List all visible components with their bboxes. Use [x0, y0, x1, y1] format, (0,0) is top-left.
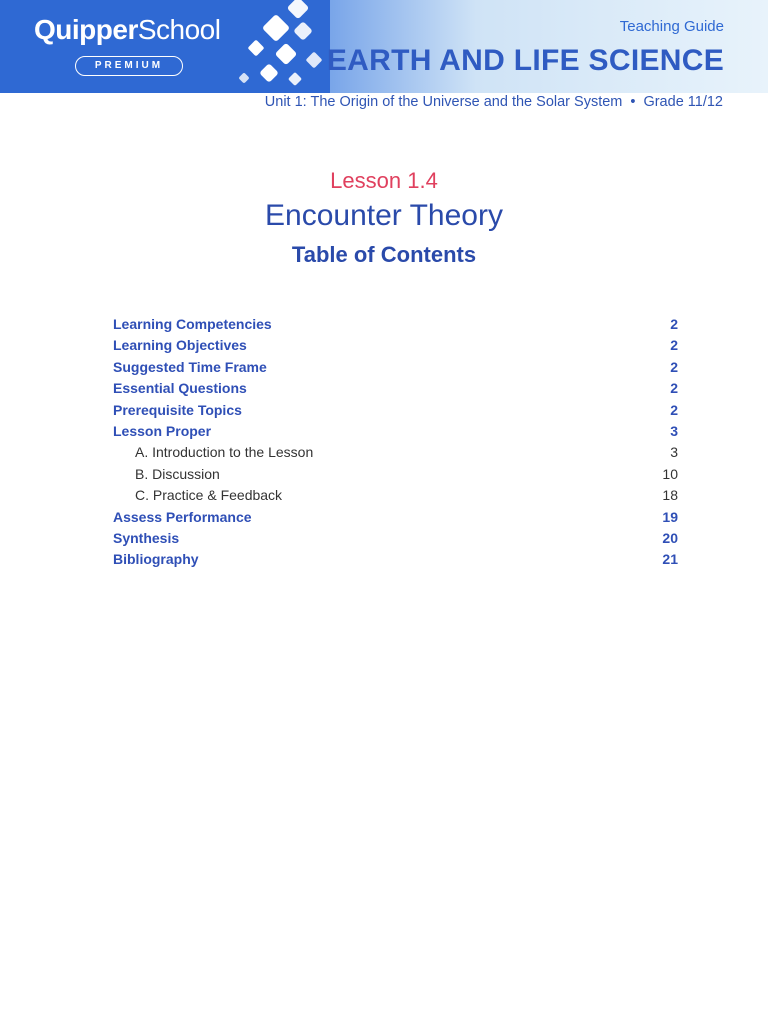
unit-name: Unit 1: The Origin of the Universe and the Solar System — [264, 94, 623, 110]
toc-entry[interactable] — [113, 421, 678, 442]
toc-entry[interactable] — [113, 314, 678, 335]
toc-entry-page: 2 — [670, 316, 678, 332]
toc-entry[interactable] — [113, 507, 678, 528]
diamond-pattern-icon — [232, 0, 332, 93]
toc-entry-page: 18 — [662, 487, 678, 504]
toc-entry-label: Learning Objectives — [113, 337, 247, 354]
toc-entry[interactable] — [113, 528, 678, 549]
brand-name-bold: Quipper — [34, 14, 138, 45]
toc-entry-page: 3 — [670, 444, 678, 461]
brand-name-regular: School — [137, 14, 221, 45]
toc-entry-page: 21 — [662, 551, 678, 568]
quipper-school-logo — [34, 14, 220, 46]
toc-entry-page: 10 — [662, 465, 678, 482]
toc-entry-page: 3 — [670, 422, 678, 439]
toc-entry-label: Learning Competencies — [113, 316, 272, 332]
separator-dot: • — [630, 94, 636, 110]
toc-entry[interactable] — [113, 464, 678, 485]
toc-entry-label: Essential Questions — [113, 380, 247, 397]
toc-entry-label: Prerequisite Topics — [113, 401, 242, 418]
toc-entry[interactable] — [113, 335, 678, 356]
toc-entry-label: Lesson Proper — [113, 422, 212, 439]
subject-title: EARTH AND LIFE SCIENCE — [326, 44, 724, 77]
toc-entry-label: B. Discussion — [135, 465, 220, 482]
toc-entry-page: 2 — [670, 358, 678, 375]
toc-entry-label: A. Introduction to the Lesson — [135, 444, 314, 461]
toc-entry[interactable] — [113, 378, 678, 399]
toc-entry-label: Assess Performance — [113, 508, 252, 525]
lesson-number: Lesson 1.4 — [330, 168, 438, 193]
toc-entry[interactable] — [113, 442, 678, 463]
toc-entry-page: 20 — [662, 529, 678, 546]
toc-entry-page: 2 — [670, 380, 678, 397]
toc-entry[interactable] — [113, 357, 678, 378]
toc-entry-page: 19 — [662, 508, 678, 525]
toc-entry[interactable] — [113, 549, 678, 570]
grade-label: Grade 11/12 — [643, 94, 723, 110]
toc-entry-page: 2 — [670, 401, 678, 418]
table-of-contents — [113, 314, 678, 571]
header-banner — [0, 0, 768, 93]
toc-entry-label: Synthesis — [113, 529, 180, 546]
teaching-guide-label: Teaching Guide — [619, 18, 724, 35]
unit-line — [265, 94, 723, 110]
toc-entry-label: Suggested Time Frame — [113, 358, 267, 375]
toc-entry-page: 2 — [670, 337, 678, 354]
toc-entry-label: C. Practice & Feedback — [135, 487, 283, 504]
toc-heading: Table of Contents — [291, 242, 477, 267]
toc-entry[interactable] — [113, 400, 678, 421]
lesson-title: Encounter Theory — [265, 199, 503, 232]
premium-badge: PREMIUM — [75, 56, 183, 76]
toc-entry-label: Bibliography — [113, 551, 199, 568]
toc-entry[interactable] — [113, 485, 678, 506]
